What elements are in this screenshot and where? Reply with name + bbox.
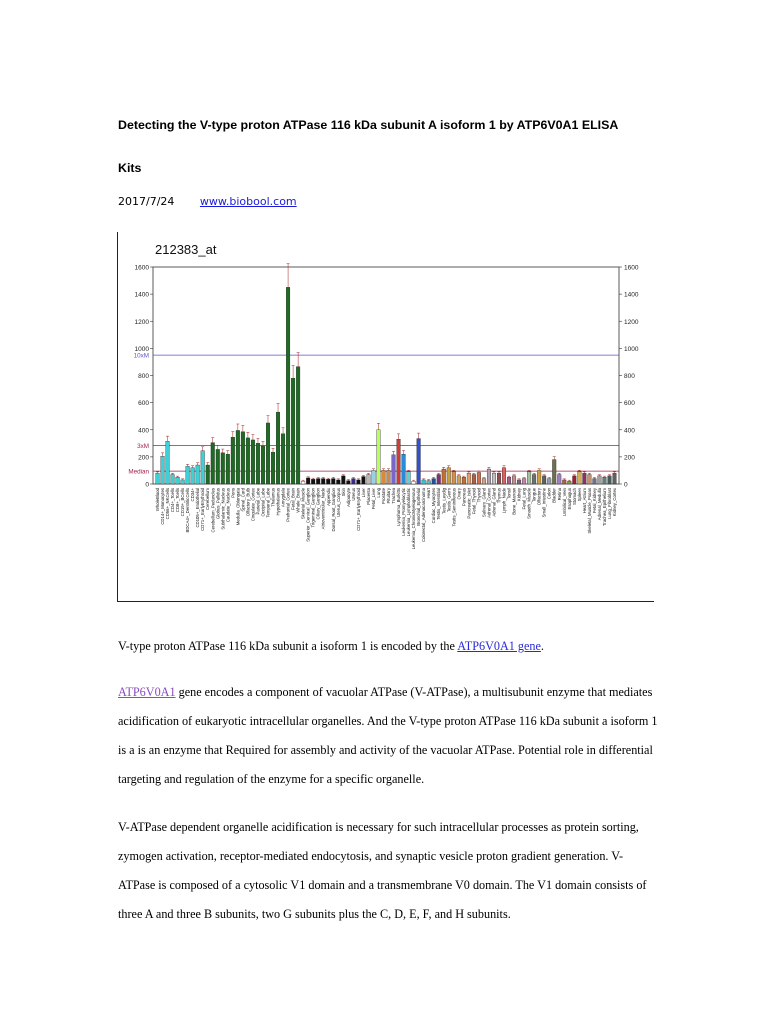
x-tick-label: Smooth_Muscle — [526, 488, 532, 519]
x-tick-label: Fetal_Brain — [290, 488, 296, 510]
x-tick-label: Stomach — [571, 488, 577, 505]
bar — [492, 473, 496, 484]
x-tick-label: CD105+_Endothelial — [195, 488, 201, 528]
x-tick-label: Adrenal_Cortex — [486, 488, 492, 518]
bar — [522, 479, 526, 484]
bar — [321, 479, 325, 484]
bar — [387, 470, 391, 484]
bar — [507, 477, 511, 484]
y-tick-label-right: 1400 — [624, 291, 639, 299]
bar — [593, 479, 597, 484]
bar — [517, 480, 521, 484]
bar — [487, 469, 491, 484]
x-tick-label: Leukemia_Promyelocytic — [401, 488, 407, 536]
x-tick-label: Fetal_Thyroid — [471, 488, 477, 515]
x-tick-label: Fetal_Kidney — [591, 488, 597, 514]
bar — [226, 454, 230, 484]
bar — [437, 475, 441, 484]
x-tick-label: CD8+_Tcells — [175, 488, 181, 513]
x-tick-label: WholeBlood — [155, 488, 161, 512]
bar — [603, 477, 607, 484]
reference-label: 10xM — [133, 352, 149, 360]
source-link[interactable]: www.biobool.com — [199, 195, 297, 208]
y-tick-label-left: 200 — [138, 454, 149, 462]
x-tick-label: Salivary_Gland — [481, 488, 487, 518]
x-tick-label: Trachea_Epithelium — [601, 488, 607, 527]
bar — [186, 466, 190, 484]
x-tick-label: Thalamus — [270, 488, 276, 507]
bar — [362, 477, 366, 484]
x-tick-label: BDCA4+_DentriticCells — [185, 488, 191, 533]
bar — [377, 430, 381, 484]
bar — [347, 481, 351, 484]
x-tick-label: Skeletal_Muscle — [300, 488, 306, 520]
y-tick-label-right: 800 — [624, 373, 635, 380]
x-tick-label: Pituitary — [386, 488, 392, 504]
x-tick-label: Lymph_Node — [501, 488, 507, 514]
x-tick-label: Testis_Seminiferous — [451, 488, 457, 527]
x-tick-label: Umbilical_Vein — [561, 488, 567, 517]
bar — [407, 472, 411, 484]
x-tick-label: Uterus_Corpus — [335, 488, 341, 517]
x-tick-label: Olfactory_Bulb — [245, 488, 251, 517]
x-tick-label: Lymphoma_Burkitts — [396, 488, 402, 526]
x-tick-label: Pancreatic_Islet — [466, 488, 472, 519]
bar — [588, 475, 592, 484]
x-tick-label: Leukemia_Lymphoblastic — [406, 488, 412, 537]
bar — [567, 481, 571, 484]
gene-link[interactable]: ATP6V0A1 gene — [457, 639, 541, 653]
paragraph-1 — [118, 632, 658, 661]
p1-end: . — [540, 639, 544, 653]
y-tick-label-left: 800 — [138, 373, 149, 380]
gene-link-2[interactable]: ATP6V0A1 — [118, 685, 176, 699]
x-tick-label: CD71+_EarlyErythroid — [200, 488, 206, 531]
bar — [211, 443, 215, 484]
x-tick-label: Cerebellum — [205, 488, 211, 510]
y-tick-label-right: 400 — [624, 427, 635, 435]
bar — [231, 437, 235, 484]
x-tick-label: Adrenal_Gland — [491, 488, 497, 517]
bar — [512, 476, 516, 484]
x-tick-label: Medulla_Oblongata — [235, 488, 241, 526]
bar — [181, 480, 185, 484]
bar — [527, 472, 531, 484]
x-tick-label: Spleen — [576, 488, 582, 502]
bar — [547, 479, 551, 484]
bar — [291, 378, 295, 484]
bar — [372, 470, 376, 484]
expression-chart — [117, 232, 654, 602]
bar — [497, 473, 501, 484]
bar — [156, 473, 160, 484]
bar — [397, 439, 401, 484]
bar — [286, 287, 290, 484]
bar — [382, 470, 386, 484]
bar — [331, 479, 335, 484]
bar — [432, 479, 436, 484]
bar — [442, 469, 446, 484]
x-tick-label: CD71+_EarlyErythroid — [355, 488, 361, 531]
x-tick-label: Testis_Germ — [446, 488, 452, 513]
x-tick-label: Pons — [230, 488, 236, 498]
x-tick-label: Bone_Marrow — [511, 488, 517, 515]
x-tick-label: Olfactory — [536, 488, 542, 506]
x-tick-label: Pancreas — [461, 488, 467, 507]
x-tick-label: Hypothalamus — [275, 488, 281, 516]
bar — [462, 477, 466, 484]
x-tick-label: Esophagus — [566, 488, 572, 510]
x-tick-label: Fetal_Liver — [370, 488, 376, 510]
x-tick-label: CD19+_BCells — [180, 488, 186, 517]
x-tick-label: Retina — [556, 488, 562, 501]
bar — [502, 468, 506, 484]
x-tick-label: Ovary — [456, 488, 462, 500]
bar — [542, 476, 546, 484]
bar — [256, 443, 260, 484]
y-tick-label-right: 600 — [624, 400, 635, 408]
p2-text: gene encodes a component of vacuolar ATPase (V-ATPase), a multisubunit enzyme that mediates acidification of eukaryotic intracellular organelles. And the V-type proton ATPase 116 kDa subunit a isoform 1 is a is an enzyme that Required for assembly and activity of the vacuolar ATPase. Potential role in differential targeting and regulation of the enzyme for a specific organelle. — [118, 685, 658, 786]
doc-meta — [118, 195, 297, 208]
bar — [552, 460, 556, 484]
y-tick-label-right: 0 — [624, 481, 628, 489]
x-tick-label: Parietal_Lobe — [255, 488, 261, 515]
bar — [251, 440, 255, 484]
bar — [161, 456, 165, 484]
reference-label: Median — [128, 468, 149, 476]
bar — [392, 455, 396, 484]
x-tick-label: Heart — [426, 488, 432, 499]
x-tick-label: Placenta — [365, 488, 371, 505]
doc-title-line2: Kits — [118, 161, 142, 175]
bar — [537, 470, 541, 484]
x-tick-label: CD4+_Tcells — [170, 488, 176, 513]
x-tick-label: Spinal_Cord — [240, 488, 246, 512]
x-tick-label: Leukemia_ChronicMyelogenous — [411, 488, 417, 550]
x-tick-label: Testis_Interstitial — [436, 488, 442, 520]
bar — [261, 446, 265, 484]
x-tick-label: Whole_Brain — [295, 488, 301, 513]
y-tick-label-left: 600 — [138, 400, 149, 408]
bar — [573, 476, 577, 484]
x-tick-label: Caudate_Nucleus — [225, 488, 231, 523]
x-tick-label: Heart_Atrium — [581, 488, 587, 514]
bar — [316, 479, 320, 484]
bar — [583, 473, 587, 484]
x-tick-label: Adipocyte — [345, 488, 351, 507]
x-tick-label: Trigeminal_Ganglion — [310, 488, 316, 528]
bar — [206, 465, 210, 484]
bar — [326, 479, 330, 484]
x-tick-label: Globus_Pallidus — [215, 488, 221, 520]
y-tick-label-left: 1600 — [134, 264, 149, 272]
bar — [598, 476, 602, 484]
bar — [342, 476, 346, 484]
bar — [166, 441, 170, 484]
x-tick-label: Atrioventricular_Node — [320, 488, 326, 530]
y-tick-label-right: 1600 — [624, 264, 639, 272]
x-tick-label: Subthalamic_Nucleus — [220, 488, 226, 530]
x-tick-label: Bladder — [551, 488, 557, 503]
x-tick-label: Kidney — [516, 488, 522, 502]
x-tick-label: Colon — [546, 488, 552, 500]
bar — [266, 423, 270, 484]
bar — [171, 475, 175, 484]
x-tick-label: Cingulate_Cortex — [250, 488, 256, 522]
bar — [402, 454, 406, 484]
bar — [452, 472, 456, 484]
x-tick-label: Prefrontal_Cortex — [285, 488, 291, 522]
x-tick-label: Cerebellum_Peduncles — [210, 488, 216, 533]
bar — [336, 480, 340, 484]
x-tick-label: Dorsal_Root_Ganglion — [330, 488, 336, 532]
x-tick-label: Skeletal_Muscle_Psoas — [586, 488, 592, 534]
x-tick-label: Superior_Cervical_Ganglion — [305, 488, 311, 542]
bar — [482, 479, 486, 484]
x-tick-label: Small_Intestine — [541, 488, 547, 518]
y-tick-label-left: 1400 — [134, 291, 149, 299]
x-tick-label: Tongue — [531, 488, 537, 503]
bar — [477, 472, 481, 484]
x-tick-label: Colorectal_Adenocarcinoma — [421, 488, 427, 542]
x-tick-label: Ciliary_Ganglion — [315, 488, 321, 520]
bar — [613, 473, 617, 484]
bar — [276, 412, 280, 484]
x-tick-label: Cardiac_Myocytes — [431, 488, 437, 524]
y-tick-label-left: 0 — [145, 481, 149, 489]
x-tick-label: Testis_Leydig — [441, 488, 447, 515]
x-tick-label: Liver — [360, 488, 366, 498]
bar — [311, 479, 315, 484]
bar — [562, 480, 566, 484]
x-tick-label: Thymus — [496, 488, 502, 504]
bar — [216, 449, 220, 484]
bar — [191, 468, 195, 484]
x-tick-label: Prostate — [380, 488, 386, 505]
paragraph-2 — [118, 678, 658, 794]
publish-date: 2017/7/24 — [118, 195, 175, 208]
x-tick-label: Trachea — [391, 488, 397, 504]
bar — [412, 481, 416, 484]
bar — [608, 476, 612, 484]
bar — [176, 477, 180, 484]
bar — [417, 439, 421, 484]
paragraph-3: V-ATPase dependent organelle acidification is necessary for such intracellular processes as protein sorting, zymogen activation, receptor-mediated endocytosis, and synaptic vesicle proton gradient generation. V-ATPase is composed of a cytosolic V1 domain and a transmembrane V0 domain. The V1 domain consists of three A and three B subunits, two G subunits plus the C, D, E, F, and H subunits. — [118, 820, 647, 921]
bar — [557, 475, 561, 484]
x-tick-label: Lung — [375, 488, 381, 498]
y-tick-label-left: 1000 — [134, 345, 149, 353]
x-tick-label: Tonsil — [506, 488, 512, 499]
bar — [221, 453, 225, 484]
y-tick-label-left: 1200 — [134, 318, 149, 326]
doc-title: Detecting the V-type proton ATPase 116 kDa subunit A isoform 1 by ATP6V0A1 ELISA — [118, 118, 619, 132]
x-tick-label: Uterus — [350, 488, 356, 501]
x-tick-label: Kidney_Cortex — [611, 488, 617, 517]
x-tick-label: Appendix — [325, 488, 331, 506]
bar — [196, 465, 200, 484]
bar — [447, 468, 451, 484]
bar — [467, 473, 471, 484]
bar — [367, 475, 371, 484]
bar — [532, 475, 536, 484]
y-tick-label-right: 1000 — [624, 345, 639, 353]
bar — [281, 434, 285, 484]
bar — [472, 475, 476, 484]
x-tick-label: Occipital_Lobe — [260, 488, 266, 517]
reference-label: 3xM — [137, 442, 149, 450]
y-tick-label-right: 200 — [624, 454, 635, 462]
y-tick-label-left: 400 — [138, 427, 149, 435]
bar — [306, 478, 310, 484]
x-tick-label: Bronchial_Epithelial — [416, 488, 422, 526]
bar — [352, 479, 356, 484]
x-tick-label: Adrenal_Medulla — [596, 488, 602, 521]
x-tick-label: Thyroid — [476, 488, 482, 503]
bar — [296, 367, 300, 484]
bar — [301, 481, 305, 484]
bar — [578, 472, 582, 484]
y-tick-label-right: 1200 — [624, 318, 639, 326]
bar — [236, 430, 240, 484]
bar — [271, 452, 275, 484]
x-tick-label: Fetal_Lung — [521, 488, 527, 510]
x-tick-label: CD56+_NKCells — [165, 488, 171, 520]
bar — [357, 480, 361, 484]
bar — [246, 438, 250, 484]
x-tick-label: Amygdala — [280, 488, 286, 508]
chart-svg — [117, 232, 654, 602]
x-tick-label: Skin — [340, 488, 346, 497]
x-tick-label: Temporal_Lobe — [265, 488, 271, 518]
x-tick-label: Lung_Fibroblast — [606, 488, 612, 519]
bar — [427, 481, 431, 484]
x-tick-label: CD14+_Monocytes — [160, 488, 166, 525]
bar — [201, 451, 205, 484]
chart-title: 212383_at — [155, 242, 217, 257]
x-tick-label: CD34+ — [190, 488, 196, 502]
p1-text: V-type proton ATPase 116 kDa subunit a isoform 1 is encoded by the — [118, 639, 458, 653]
bar — [457, 476, 461, 484]
bar — [241, 432, 245, 484]
bar — [422, 480, 426, 484]
